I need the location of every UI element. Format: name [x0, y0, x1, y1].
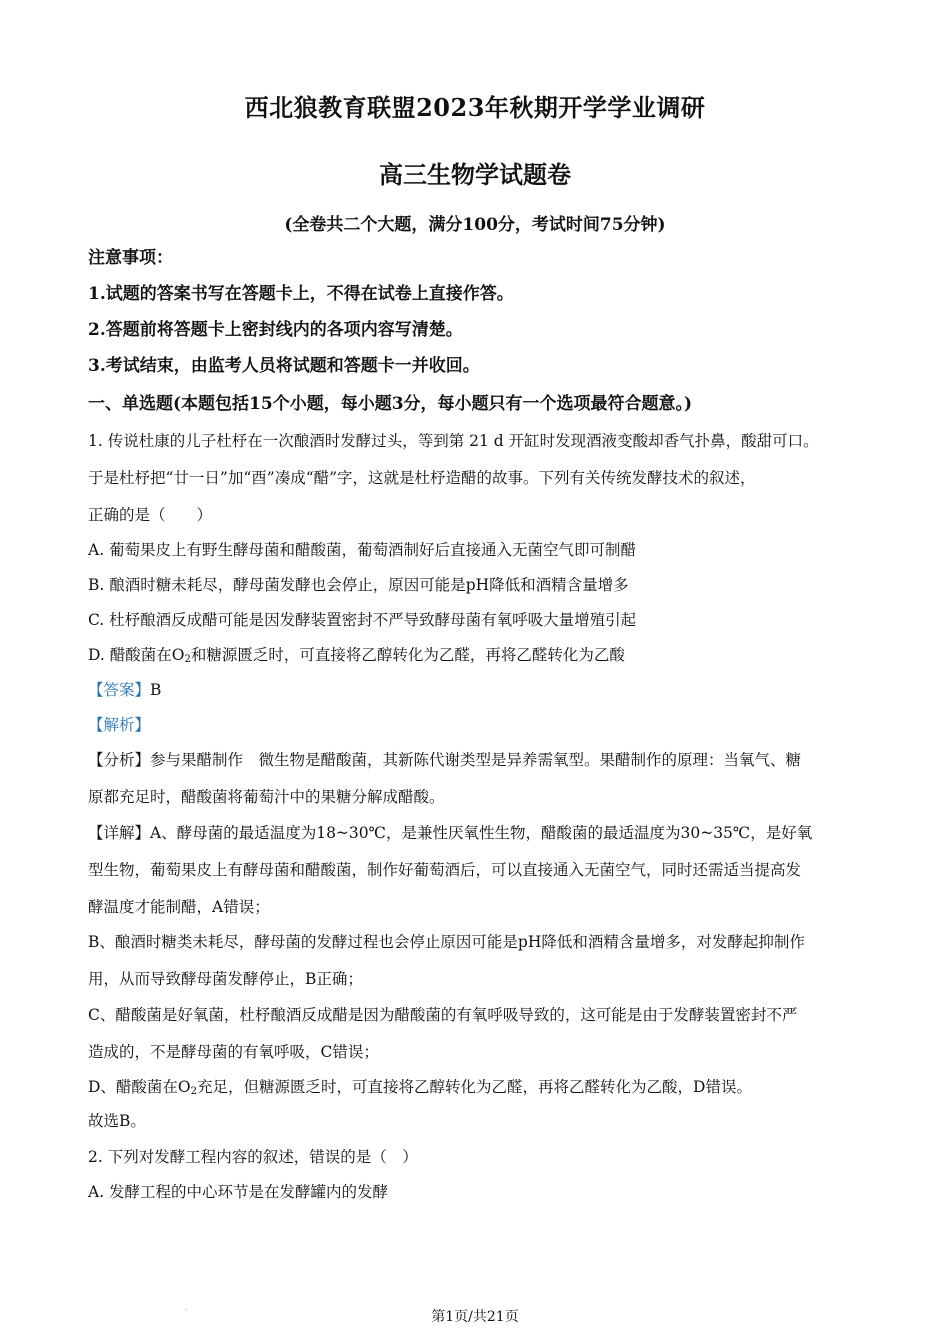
q2-stem: 2. 下列对发酵工程内容的叙述，错误的是（ ） — [88, 1148, 418, 1166]
fenxi-text-1: 参与果醋制作 微生物是醋酸菌，其新陈代谢类型是异养需氧型。果醋制作的原理：当氧气、糖 — [150, 751, 802, 769]
xiangjie-d — [88, 1076, 752, 1103]
answer-value: B — [150, 681, 162, 699]
xiangjie-b-line-1: B、酿酒时糖类未耗尽，酵母菌的发酵过程也会停止原因可能是pH降低和酒精含量增多，对发酵起抑制作 — [88, 933, 805, 951]
conclusion: 故选B。 — [88, 1112, 146, 1130]
notice-item-2: 2.答题前将答题卡上密封线内的各项内容写清楚。 — [88, 320, 463, 340]
q1-answer — [88, 679, 161, 701]
xiangjie-b-line-2: 用，从而导致酵母菌发酵停止，B正确； — [88, 970, 363, 988]
q2-option-a: A. 发酵工程的中心环节是在发酵罐内的发酵 — [88, 1183, 389, 1201]
xiangjie-a-line-3: 酵温度才能制醋，A错误； — [88, 898, 270, 916]
q1-option-b: B. 酿酒时糖未耗尽，酵母菌发酵也会停止，原因可能是pH降低和酒精含量增多 — [88, 576, 629, 594]
exam-title: 西北狼教育联盟2023年秋期开学学业调研 — [244, 93, 706, 122]
section-heading: 一、单选题(本题包括15个小题，每小题3分，每小题只有一个选项最符合题意。) — [88, 394, 693, 414]
q1-option-a: A. 葡萄果皮上有野生酵母菌和醋酸菌，葡萄酒制好后直接通入无菌空气即可制醋 — [88, 541, 637, 559]
q1-option-d-post: 和糖源匮乏时，可直接将乙醇转化为乙醛，再将乙醛转化为乙酸 — [190, 646, 625, 664]
answer-tag: 【答案】 — [88, 681, 151, 699]
fenxi-line-2: 原都充足时，醋酸菌将葡萄汁中的果糖分解成醋酸。 — [88, 788, 445, 806]
page-number: 第1页/共21页 — [431, 1309, 519, 1325]
analysis-tag: 【解析】 — [88, 716, 151, 734]
xiangjie-d-post: 充足，但糖源匮乏时，可直接将乙醇转化为乙醛，再将乙醛转化为乙酸，D错误。 — [197, 1078, 752, 1096]
notice-item-3: 3.考试结束，由监考人员将试题和答题卡一并收回。 — [88, 356, 480, 376]
q1-option-d-sub: 2 — [184, 654, 191, 665]
exam-info: (全卷共二个大题，满分100分，考试时间75分钟) — [284, 215, 666, 235]
xiangjie-c-line-1: C、醋酸菌是好氧菌，杜杼酿酒反成醋是因为醋酸菌的有氧呼吸导致的，这可能是由于发酵装置密封不严 — [88, 1006, 798, 1024]
q1-option-c: C. 杜杼酿酒反成醋可能是因发酵装置密封不严导致酵母菌有氧呼吸大量增殖引起 — [88, 611, 637, 629]
fenxi-line-1 — [88, 749, 801, 771]
notice-heading: 注意事项： — [88, 248, 173, 268]
xiangjie-d-pre: D、醋酸菌在O — [88, 1078, 191, 1096]
q1-option-d-pre: D. 醋酸菌在O — [88, 646, 185, 664]
xiangjie-tag: 【详解】 — [88, 824, 151, 842]
q1-stem-line-2: 于是杜杼把“廿一日”加“酉”凑成“醋”字，这就是杜杼造醋的故事。下列有关传统发酵技术的叙述， — [88, 469, 756, 487]
xiangjie-c-line-2: 造成的，不是酵母菌的有氧呼吸，C错误； — [88, 1043, 379, 1061]
xiangjie-a-text-1: A、酵母菌的最适温度为18~30℃，是兼性厌氧性生物，醋酸菌的最适温度为30~35℃，是好氧 — [150, 824, 813, 842]
exam-subtitle: 高三生物学试题卷 — [379, 160, 571, 189]
footer-dot: . — [185, 1303, 188, 1312]
fenxi-tag: 【分析】 — [88, 751, 151, 769]
q1-option-d — [88, 644, 625, 671]
q1-stem-line-3: 正确的是（ ） — [88, 506, 213, 524]
notice-item-1: 1.试题的答案书写在答题卡上，不得在试卷上直接作答。 — [88, 284, 514, 304]
q1-stem-line-1: 1. 传说杜康的儿子杜杼在一次酿酒时发酵过头，等到第 21 d 开缸时发现酒液变酸却香气扑鼻，酸甜可口。 — [88, 432, 819, 450]
xiangjie-a-line-2: 型生物，葡萄果皮上有酵母菌和醋酸菌，制作好葡萄酒后，可以直接通入无菌空气，同时还需适当提高发 — [88, 861, 802, 879]
xiangjie-a-line-1 — [88, 822, 812, 844]
xiangjie-d-sub: 2 — [190, 1086, 198, 1097]
